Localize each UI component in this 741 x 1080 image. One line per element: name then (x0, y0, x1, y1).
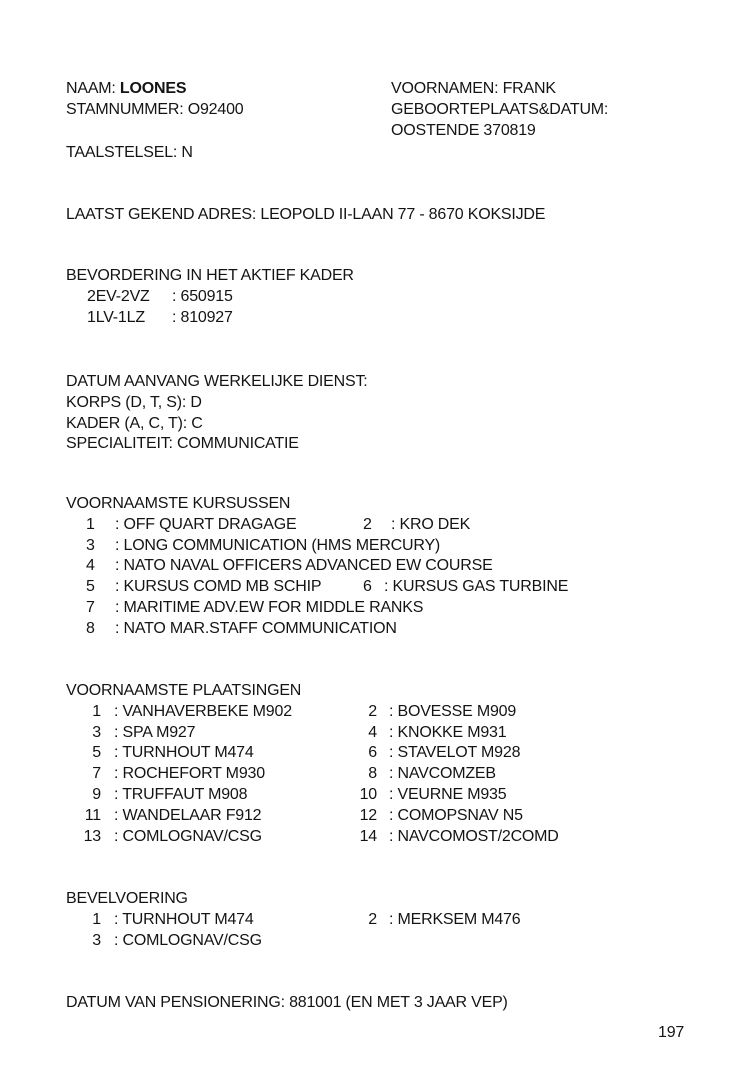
plaatsing-text: : VEURNE M935 (389, 785, 507, 803)
list-item (66, 556, 706, 577)
bevel-number: 3 (92, 931, 101, 949)
bevordering-date: : 810927 (172, 308, 233, 326)
kursus-number: 6 (363, 578, 372, 596)
plaatsing-number: 10 (359, 785, 377, 803)
plaatsing-number: 7 (92, 765, 101, 783)
plaatsing-number: 9 (92, 785, 101, 803)
plaatsing-text: : NAVCOMZEB (389, 765, 496, 783)
plaatsing-number: 6 (368, 744, 377, 762)
bevordering-section (66, 266, 354, 328)
bevel-text: : MERKSEM M476 (389, 910, 521, 928)
plaatsing-text: : KNOKKE M931 (389, 723, 507, 741)
list-item (66, 515, 706, 536)
plaatsing-text: : COMLOGNAV/CSG (114, 827, 262, 845)
bevelvoering-title: BEVELVOERING (66, 890, 188, 907)
bevel-text: : COMLOGNAV/CSG (114, 931, 262, 949)
header-right (391, 79, 608, 141)
kursus-text: : KURSUS COMD MB SCHIP (115, 578, 322, 596)
stamnummer: STAMNUMMER: O92400 (66, 100, 244, 118)
voornamen: VOORNAMEN: FRANK (391, 80, 556, 97)
list-item (66, 827, 706, 848)
bevel-number: 2 (368, 910, 377, 928)
taalstelsel: TAALSTELSEL: N (66, 144, 193, 161)
geboorte-value: OOSTENDE 370819 (391, 121, 536, 139)
plaatsingen-title: VOORNAAMSTE PLAATSINGEN (66, 682, 302, 699)
korps: KORPS (D, T, S): D (66, 393, 202, 411)
kursus-number: 8 (86, 619, 95, 637)
plaatsing-number: 12 (359, 806, 377, 824)
naam-value: LOONES (119, 80, 187, 97)
plaatsing-number: 2 (368, 702, 377, 720)
list-item (66, 931, 706, 952)
kursus-number: 3 (86, 536, 95, 554)
kursus-text: : NATO MAR.STAFF COMMUNICATION (115, 619, 397, 637)
geboorte-label: GEBOORTEPLAATS&DATUM: (391, 100, 609, 118)
datum-aanvang: DATUM AANVANG WERKELIJKE DIENST: (66, 373, 368, 390)
datum-pensionering: DATUM VAN PENSIONERING: 881001 (EN MET 3 JAAR VEP) (66, 994, 508, 1011)
list-item (66, 806, 706, 827)
list-item (66, 910, 706, 931)
plaatsing-text: : ROCHEFORT M930 (114, 765, 265, 783)
kader: KADER (A, C, T): C (66, 414, 203, 432)
bevel-text: : TURNHOUT M474 (114, 910, 254, 928)
bevordering-grade: 1LV-1LZ (87, 308, 145, 326)
plaatsing-number: 4 (368, 723, 377, 741)
plaatsing-text: : SPA M927 (114, 723, 196, 741)
bevel-number: 1 (92, 910, 101, 928)
kursus-text: : LONG COMMUNICATION (HMS MERCURY) (115, 536, 441, 554)
kursus-text: : OFF QUART DRAGAGE (115, 515, 297, 533)
kursus-text: : MARITIME ADV.EW FOR MIDDLE RANKS (115, 598, 424, 616)
dienst-section (66, 372, 368, 455)
kursus-number: 1 (86, 515, 95, 533)
list-item (66, 764, 706, 785)
bevordering-grade: 2EV-2VZ (87, 287, 150, 305)
list-item (66, 743, 706, 764)
plaatsing-text: : VANHAVERBEKE M902 (114, 702, 292, 720)
list-item (66, 723, 706, 744)
naam-line (66, 79, 243, 100)
plaatsing-number: 14 (359, 827, 377, 845)
list-item (66, 619, 706, 640)
specialiteit: SPECIALITEIT: COMMUNICATIE (66, 435, 299, 453)
laatst-gekend-adres: LAATST GEKEND ADRES: LEOPOLD II-LAAN 77 - 8670 KOKSIJDE (66, 206, 546, 223)
naam-label: NAAM: (66, 80, 120, 97)
kursus-number: 4 (86, 557, 95, 575)
page-number: 197 (658, 1024, 685, 1041)
plaatsing-text: : TURNHOUT M474 (114, 744, 254, 762)
plaatsing-number: 1 (92, 702, 101, 720)
kursus-text: : KURSUS GAS TURBINE (384, 578, 569, 596)
list-item (66, 785, 706, 806)
plaatsing-text: : BOVESSE M909 (389, 702, 517, 720)
list-item (66, 598, 706, 619)
kursus-number: 7 (86, 598, 95, 616)
bevordering-row (66, 308, 354, 329)
plaatsing-text: : NAVCOMOST/2COMD (389, 827, 559, 845)
plaatsingen-section (66, 681, 706, 847)
kursus-number: 2 (363, 515, 372, 533)
list-item (66, 702, 706, 723)
plaatsing-text: : COMOPSNAV N5 (389, 806, 523, 824)
bevordering-row (66, 287, 354, 308)
plaatsing-text: : WANDELAAR F912 (114, 806, 262, 824)
plaatsing-number: 3 (92, 723, 101, 741)
kursussen-title: VOORNAAMSTE KURSUSSEN (66, 495, 291, 512)
bevelvoering-section (66, 889, 706, 951)
bevordering-date: : 650915 (172, 287, 233, 305)
header-left (66, 79, 243, 121)
plaatsing-number: 5 (92, 744, 101, 762)
list-item (66, 536, 706, 557)
list-item (66, 577, 706, 598)
kursus-number: 5 (86, 578, 95, 596)
plaatsing-number: 11 (84, 806, 101, 824)
kursus-text: : KRO DEK (391, 515, 471, 533)
plaatsing-text: : STAVELOT M928 (389, 744, 521, 762)
kursussen-section (66, 494, 706, 640)
bevordering-title: BEVORDERING IN HET AKTIEF KADER (66, 267, 354, 284)
kursus-text: : NATO NAVAL OFFICERS ADVANCED EW COURSE (115, 557, 493, 575)
plaatsing-number: 13 (83, 827, 101, 845)
plaatsing-text: : TRUFFAUT M908 (114, 785, 248, 803)
plaatsing-number: 8 (368, 765, 377, 783)
